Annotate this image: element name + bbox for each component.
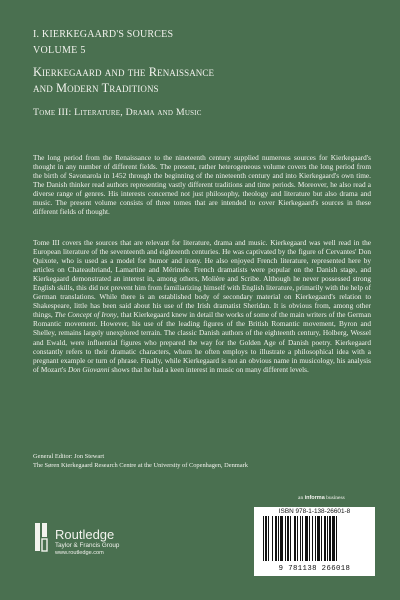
barcode-bar [285,516,286,561]
routledge-logo-icon [33,522,49,552]
barcode-bar [309,516,310,561]
barcode-bar [263,516,264,561]
barcode-bar [312,516,313,561]
informa-brand: informa [304,495,325,501]
barcode-bar [321,516,322,561]
paragraph-1-text: The long period from the Renaissance to the nineteenth century supplied numerous sources for Kierkegaard's thought in any number of different fields. The present, rather heterogeneous volume covers the long period from the birth of Savonarola in 1452 through the beginning of the nineteenth century and into Kierkegaard's own time. The Danish thinker read authors representing vastly different traditions and time periods. Moreover, he also read a diverse range of genres. His interests concerned not just philosophy, theology and literature but also drama and music. The present volume consists of three tomes that are intended to cover Kierkegaard's sources in these different fields of thought. [33,153,371,217]
barcode-bar [290,516,291,561]
credits [33,453,248,470]
publisher-block [55,528,119,557]
paragraph-2-part-c: shows that he had a keen interest in music on many different levels. [109,364,309,374]
barcode-bar [315,516,316,561]
barcode-bar [317,516,320,561]
barcode-bar [297,516,298,561]
barcode-bar [280,516,283,561]
barcode-digits: 9 781138 266018 [278,565,351,573]
book-title-line-1: Kierkegaard and the Renaissance [33,65,215,79]
paragraph-2-part-b: , that Kierkegaard knew in detail the works of some of the main writers of the German Romantic movement. However, his use of the leading figures of the British Romantic movement, Byron and Shelley, remains largely unexplored terrain. The classic Danish authors of the eighteenth century, Holberg, Wessel and Ewald, were influential figures who prepared the way for the Golden Age of Danish poetry. Kierkegaard constantly refers to their dramatic characters, whom he often employs to illustrate a philosophical idea with a pregnant example or turn of phrase. Finally, while Kierkegaard is not an obvious name in musicology, his analysis of Mozart's [33,310,371,374]
tome-subtitle: Tome III: Literature, Drama and Music [33,107,202,118]
concept-of-irony-title: The Concept of Irony [54,310,117,320]
barcode-bar [324,516,326,561]
barcode-bars [261,516,370,567]
publisher-name: Routledge [55,527,115,542]
barcode-bar [272,516,273,561]
general-editor: General Editor: Jon Stewart [33,453,105,460]
book-title-line-2: and Modern Traditions [33,80,159,95]
research-centre: The Søren Kierkegaard Research Centre at the University of Copenhagen, Denmark [33,461,248,469]
barcode-bar [287,516,289,561]
barcode-bar [300,516,301,561]
barcode-bar [305,516,308,561]
barcode-bar [278,516,279,561]
barcode-bar [329,516,331,561]
barcode-bar [327,516,328,561]
isbn-label: ISBN 978-1-138-26601-8 [278,508,351,515]
barcode-bar [302,516,303,561]
informa-suffix: business [324,495,345,501]
don-giovanni-title: Don Giovanni [67,364,110,374]
paragraph-2-part-a: Tome III covers the sources that are relevant for literature, drama and music. Kierkegaard was well read in the European literature of the seventeenth and eighteenth centuries. He was captivated by the figure of Cervantes' Don Quixote, who is used as a model for humor and irony. He also enjoyed French literature, represented here by articles on Chateaubriand, Lamartine and Mérimée. French dramatists were popular on the Danish stage, and Kierkegaard demonstrated an interest in, among others, Molière and Scribe. Although he never possessed strong English skills, this did not prevent him from familiarizing himself with English literature, primarily with the help of German translations. While there is an established body of secondary material on Kierkegaard's relation to Shakespeare, little has been said about his use of the Irish dramatist Sheridan. It is obvious from, among other things, [33,238,371,320]
paragraph-2-text [33,238,371,374]
description-paragraph-1 [33,153,371,216]
barcode-bar [265,516,267,561]
informa-prefix: an [298,495,305,501]
informa-business-label [298,495,345,501]
description-paragraph-2 [33,238,371,374]
barcode-bar [275,516,277,561]
publisher-url: www.routledge.com [55,550,104,556]
book-title [33,65,378,96]
series-title: I. KIERKEGAARD'S SOURCES [33,29,174,40]
isbn-barcode [254,507,375,576]
barcode-bar [294,516,296,561]
barcode-bar [268,516,269,561]
barcode-bar [336,516,337,561]
volume-number: VOLUME 5 [33,45,86,56]
publisher-group: Taylor & Francis Group [55,542,120,549]
barcode-bar [332,516,335,561]
